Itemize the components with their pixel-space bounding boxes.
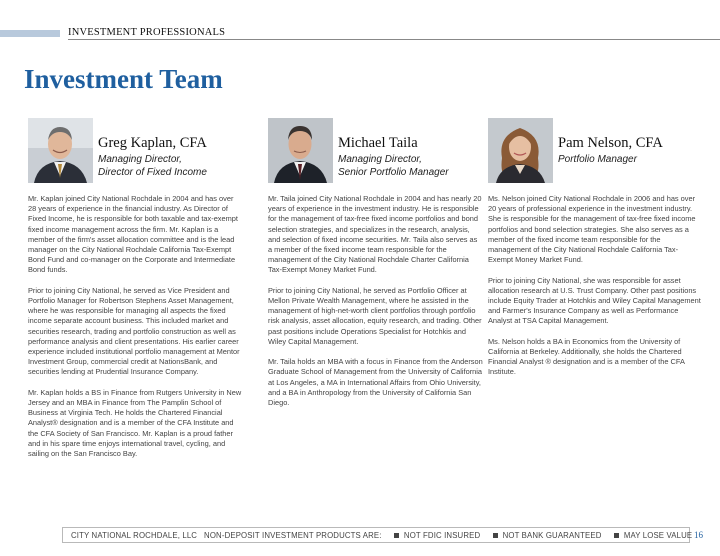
square-bullet-icon [614, 533, 619, 538]
role-line: Director of Fixed Income [98, 166, 207, 178]
person-name: Michael Taila [338, 135, 418, 151]
header-accent-bar [0, 30, 60, 37]
bio-paragraph: Mr. Taila holds an MBA with a focus in Finance from the Anderson Graduate School of Management from the University of California at Los Angeles, a MA in International Affairs from Ohio University, and a BA in Anthropology from the University of California San Diego. [268, 357, 483, 408]
page-number: 16 [694, 530, 703, 540]
bio-paragraph: Mr. Taila joined City National Rochdale in 2004 and has nearly 20 years of experience in the investment industry. He is responsible for the management of tax-free fixed income portfolios and bond selection strategies, and specializes in the research, analysis, and selection of fixed income securities. Mr. Taila also serves as a member of the fixed income team responsible for the management of the City National Rochdale Charter California Tax-Exempt Money Market Fund. [268, 194, 482, 275]
square-bullet-icon [493, 533, 498, 538]
person-role [338, 154, 449, 179]
footer-item-value: MAY LOSE VALUE [623, 531, 693, 540]
bio-paragraph: Prior to joining City National, she was responsible for asset allocation research at U.S. Trust Company. Other past positions include Equity Trader at Hotchkis and Wiley Capital Management and Farmer's Insurance Company as well as Performance Analyst at TSA Capital Management. [488, 275, 701, 326]
footer-disclaimer-box [62, 527, 693, 543]
role-line: Managing Director, [98, 154, 182, 165]
bio-paragraph: Mr. Kaplan joined City National Rochdale in 2004 and has over 28 years of experience in the financial industry. As Director of Fixed Income, he is responsible for both taxable and tax-exempt fixed income management across the firm. Mr. Kaplan is a member of the firm's asset allocation committee and is the lead manager on the City National Rochdale California Tax-Exempt Bond Fund and co-manager on the Corporate and Intermediate Bond funds. [28, 194, 238, 275]
footer-disclaimer: NON-DEPOSIT INVESTMENT PRODUCTS ARE: [204, 531, 382, 540]
section-label: INVESTMENT PROFESSIONALS [68, 27, 226, 38]
role-line: Managing Director, [338, 154, 422, 165]
header-divider [68, 39, 720, 40]
person-role [558, 154, 637, 167]
footer-item-bank: NOT BANK GUARANTEED [502, 531, 602, 540]
bio-paragraph: Prior to joining City National, he served as Vice President and Portfolio Manager for Robertson Stephens Asset Management, where he was responsible for managing all aspects the fixed income separate account business. This included market and securities research, trading and portfolio construction as well as performance analysis and client presentations. His earlier career experience included institutional portfolio management at Mentor Investment Group, commercial credit at NationsBank, and securities lending at Prudential Insurance Company. [28, 285, 240, 377]
footer-item-fdic: NOT FDIC INSURED [403, 531, 481, 540]
person-bio [488, 194, 703, 388]
person-bio [28, 194, 243, 469]
portrait-photo-kaplan [28, 118, 93, 183]
person-role [98, 154, 207, 179]
bio-paragraph: Mr. Kaplan holds a BS in Finance from Rutgers University in New Jersey and an MBA in Finance from The Pamplin School of Business at Virginia Tech. He holds the Chartered Financial Analyst® designation and is a member of the CFA Institute and the CFA Society of San Francisco. Mr. Kaplan is a proud father and in his spare time enjoys international travel, cycling, and sailing on the San Francisco Bay. [28, 387, 242, 459]
role-line: Portfolio Manager [558, 154, 637, 165]
bio-paragraph: Ms. Nelson holds a BA in Economics from the University of California at Berkeley. Additionally, she holds the Chartered Financial Analyst ® designation and is a member of the CFA Institute. [488, 336, 685, 377]
portrait-photo-taila [268, 118, 333, 183]
portrait-photo-nelson [488, 118, 553, 183]
bio-paragraph: Prior to joining City National, he served as Portfolio Officer at Mellon Private Wealth Management, where he assisted in the management of high-net-worth client portfolios through portfolio risk analysis, asset allocation, equity research, and trading. Other past positions include Operations Specialist for Hotchkis and Wiley Capital Management. [268, 285, 482, 346]
person-name: Greg Kaplan, CFA [98, 135, 207, 151]
page-title: Investment Team [24, 64, 223, 94]
person-bio [268, 194, 483, 418]
footer-company: CITY NATIONAL ROCHDALE, LLC [71, 531, 198, 540]
role-line: Senior Portfolio Manager [338, 166, 449, 178]
square-bullet-icon [394, 533, 399, 538]
bio-paragraph: Ms. Nelson joined City National Rochdale in 2006 and has over 20 years of professional experience in the investment industry. She is responsible for the management of tax-free fixed income portfolios and bond selection strategies. She also serves as a member of the fixed income team responsible for the management of the City National Rochdale California Tax-Exempt Money Market Fund. [488, 194, 696, 265]
person-name: Pam Nelson, CFA [558, 135, 663, 151]
footer-text [71, 531, 692, 540]
